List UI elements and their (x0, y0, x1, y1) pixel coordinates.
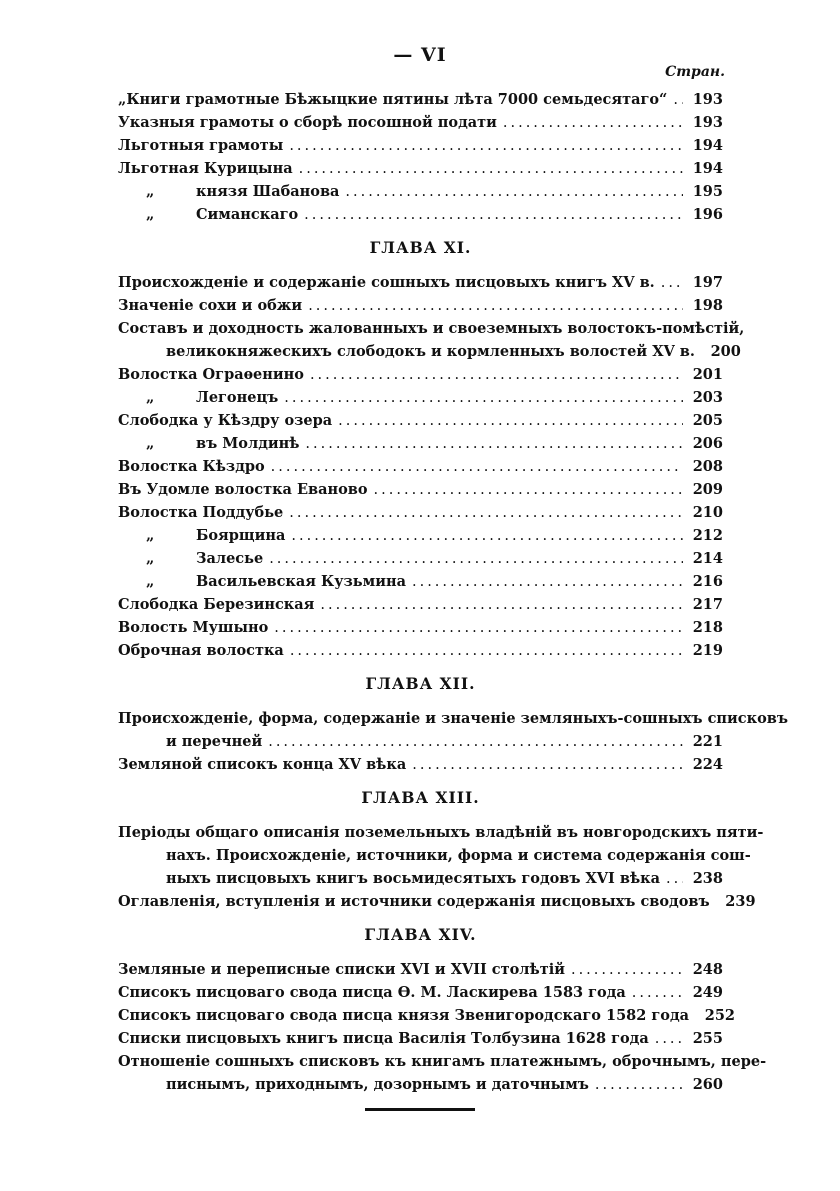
toc-entry-title: Волостка Ограѳенино (118, 366, 304, 383)
toc-entry-page: 206 (692, 435, 723, 452)
toc-entry[interactable] (118, 616, 723, 639)
toc-entry[interactable] (118, 478, 723, 501)
leader-dots (269, 548, 683, 571)
ditto-mark: „ (146, 389, 155, 406)
toc-entry-title: великокняжескихъ слободокъ и кормленныхъ волостей XV в. (166, 343, 695, 360)
toc-entry-page: 196 (692, 206, 723, 223)
toc-entry-title: Оброчная волостка (118, 642, 284, 659)
toc-entry[interactable] (118, 1073, 723, 1096)
toc-entry[interactable] (118, 1027, 723, 1050)
ditto-mark: „ (146, 550, 155, 567)
toc-entry[interactable] (118, 547, 723, 570)
toc-entry-page: 214 (692, 550, 723, 567)
toc-entry-page: 200 (710, 343, 741, 360)
toc-entry-title: „Книги грамотные Бѣжыцкие пятины лѣта 7000 семьдесятаго“ (118, 91, 668, 108)
leader-dots (304, 204, 683, 227)
toc-entry-title: Льготная Курицына (118, 160, 293, 177)
toc-entry-title: „ Легонецъ (118, 386, 278, 409)
leader-dots (655, 1028, 683, 1051)
ditto-mark: „ (146, 573, 155, 590)
toc-entry-title: Составъ и доходность жалованныхъ и своеземныхъ волостокъ-помѣстій, (118, 320, 745, 337)
toc-entry[interactable] (118, 570, 723, 593)
toc-entry[interactable] (118, 501, 723, 524)
toc-entry-title: Списокъ писцоваго свода писца Ѳ. М. Ласкирева 1583 года (118, 984, 626, 1001)
toc-entry[interactable] (118, 844, 751, 867)
toc-entry[interactable] (118, 821, 764, 844)
toc-entry-page: 194 (692, 160, 723, 177)
toc-entry[interactable] (118, 157, 723, 180)
toc-entry-page: 208 (692, 458, 723, 475)
chapter-heading: ГЛАВА XIII. (361, 788, 480, 807)
toc-entry-title: писнымъ, приходнымъ, дозорнымъ и даточнымъ (166, 1076, 589, 1093)
ditto-mark: „ (146, 435, 155, 452)
toc-entry-title: и перечней (166, 733, 263, 750)
toc-entry-title: Земляной списокъ конца XV вѣка (118, 756, 407, 773)
toc-entry[interactable] (118, 432, 723, 455)
toc-entry-page: 224 (692, 756, 723, 773)
leader-dots (412, 754, 683, 777)
toc-entry-title: „ Васильевская Кузьмина (118, 570, 406, 593)
toc-entry[interactable] (118, 203, 723, 226)
toc-entry[interactable] (118, 340, 741, 363)
toc-entry-title: „ Симанскаго (118, 203, 298, 226)
toc-entry-title: Значеніе сохи и обжи (118, 297, 303, 314)
toc-entry-page: 193 (692, 114, 723, 131)
leader-dots (308, 295, 683, 318)
toc-entry-page: 205 (692, 412, 723, 429)
toc-entry-page: 212 (692, 527, 723, 544)
leader-dots (412, 571, 683, 594)
leader-dots (673, 89, 683, 112)
leader-dots (345, 181, 683, 204)
toc-entry-title: Списки писцовыхъ книгъ писца Василія Толбузина 1628 года (118, 1030, 649, 1047)
toc-entry-page: 218 (692, 619, 723, 636)
leader-dots (320, 594, 683, 617)
toc-entry-title: Оглавленія, вступленія и источники содержанія писцовыхъ сводовъ (118, 893, 710, 910)
leader-dots (271, 456, 683, 479)
toc-entry[interactable] (118, 524, 723, 547)
page-column-label: Стран. (665, 64, 725, 80)
toc-entry-page: 252 (704, 1007, 736, 1024)
toc-entry-page: 219 (692, 642, 723, 659)
toc-entry[interactable] (118, 981, 723, 1004)
toc-entry-title: Льготныя грамоты (118, 137, 284, 154)
chapter-heading: ГЛАВА XII. (365, 674, 476, 693)
leader-dots (289, 135, 683, 158)
toc-entry-title: Въ Удомле волостка Еваново (118, 481, 368, 498)
toc-entry[interactable] (118, 1050, 767, 1073)
toc-entry[interactable] (118, 409, 723, 432)
toc-entry[interactable] (118, 88, 723, 111)
leader-dots (595, 1074, 683, 1097)
toc-entry-page: 260 (692, 1076, 723, 1093)
chapter-heading: ГЛАВА XI. (369, 238, 472, 257)
chapter-heading: ГЛАВА XIV. (364, 925, 477, 944)
leader-dots (374, 479, 683, 502)
leader-dots (305, 433, 683, 456)
toc-entry-page: 210 (692, 504, 723, 521)
toc-entry-title: Отношеніе сошныхъ списковъ къ книгамъ платежнымъ, оброчнымъ, пере- (118, 1053, 767, 1070)
toc-entry[interactable] (118, 386, 723, 409)
toc-entry-title: Волостка Кѣздро (118, 458, 265, 475)
toc-entry-page: 249 (692, 984, 723, 1001)
toc-entry-title: Происхожденіе и содержаніе сошныхъ писцовыхъ книгъ XV в. (118, 274, 655, 291)
toc-entry-page: 203 (692, 389, 723, 406)
toc-entry-page: 221 (692, 733, 723, 750)
table-of-contents (118, 88, 788, 1096)
toc-entry-title: Слободка у Кѣздру озера (118, 412, 333, 429)
toc-entry[interactable] (118, 294, 723, 317)
toc-entry-page: 195 (692, 183, 723, 200)
page-number: — VI (393, 44, 447, 66)
toc-entry[interactable] (118, 317, 745, 340)
leader-dots (632, 982, 683, 1005)
ditto-mark: „ (146, 183, 155, 200)
toc-entry[interactable] (118, 593, 723, 616)
toc-entry-title: Волостка Поддубье (118, 504, 284, 521)
toc-entry[interactable] (118, 455, 723, 478)
toc-entry-page: 197 (692, 274, 723, 291)
leader-dots (299, 158, 683, 181)
toc-entry-page: 216 (692, 573, 723, 590)
toc-entry-page: 217 (692, 596, 723, 613)
toc-entry-page: 255 (692, 1030, 723, 1047)
toc-entry-title: „ Залесье (118, 547, 263, 570)
toc-entry-title: „ князя Шабанова (118, 180, 339, 203)
toc-entry[interactable] (118, 958, 723, 981)
leader-dots (666, 868, 683, 891)
toc-entry-page: 194 (692, 137, 723, 154)
toc-entry-title: „ въ Молдинѣ (118, 432, 299, 455)
closing-rule (365, 1108, 475, 1111)
toc-entry-page: 198 (692, 297, 723, 314)
toc-entry-title: Списокъ писцоваго свода писца князя Звенигородскаго 1582 года (118, 1007, 690, 1024)
toc-entry-title: Указныя грамоты о сборѣ посошной подати (118, 114, 497, 131)
toc-entry-title: нахъ. Происхожденіе, источники, форма и система содержанія сош- (166, 847, 751, 864)
leader-dots (338, 410, 683, 433)
toc-entry-title: „ Боярщина (118, 524, 285, 547)
leader-dots (571, 959, 683, 982)
ditto-mark: „ (146, 206, 155, 223)
leader-dots (503, 112, 683, 135)
toc-entry-page: 239 (725, 893, 756, 910)
toc-entry-page: 209 (692, 481, 723, 498)
leader-dots (310, 364, 683, 387)
toc-entry[interactable] (118, 134, 723, 157)
toc-entry-title: Земляные и переписные списки XVI и XVII столѣтій (118, 961, 565, 978)
toc-entry-page: 193 (692, 91, 723, 108)
leader-dots (661, 272, 683, 295)
toc-entry-page: 201 (692, 366, 723, 383)
toc-entry[interactable] (118, 639, 723, 662)
toc-entry-title: Слободка Березинская (118, 596, 315, 613)
leader-dots (289, 502, 683, 525)
toc-entry[interactable] (118, 1004, 736, 1027)
toc-entry-title: ныхъ писцовыхъ книгъ восьмидесятыхъ годовъ XVI вѣка (166, 870, 661, 887)
toc-entry[interactable] (118, 363, 723, 386)
ditto-mark: „ (146, 527, 155, 544)
toc-entry[interactable] (118, 111, 723, 134)
leader-dots (290, 640, 683, 663)
toc-entry[interactable] (118, 753, 723, 776)
leader-dots (274, 617, 683, 640)
toc-entry[interactable] (118, 890, 756, 913)
toc-entry[interactable] (118, 867, 723, 890)
toc-entry-page: 238 (692, 870, 723, 887)
toc-entry-title: Періоды общаго описанія поземельныхъ владѣній въ новгородскихъ пяти- (118, 824, 764, 841)
toc-entry[interactable] (118, 730, 723, 753)
toc-entry[interactable] (118, 180, 723, 203)
leader-dots (291, 525, 683, 548)
toc-entry-page: 248 (692, 961, 723, 978)
toc-entry-title: Волость Мушыно (118, 619, 269, 636)
toc-entry[interactable] (118, 707, 788, 730)
toc-entry-title: Происхожденіе, форма, содержаніе и значеніе земляныхъ-сошныхъ списковъ (118, 710, 788, 727)
leader-dots (268, 731, 683, 754)
toc-entry[interactable] (118, 271, 723, 294)
leader-dots (284, 387, 683, 410)
